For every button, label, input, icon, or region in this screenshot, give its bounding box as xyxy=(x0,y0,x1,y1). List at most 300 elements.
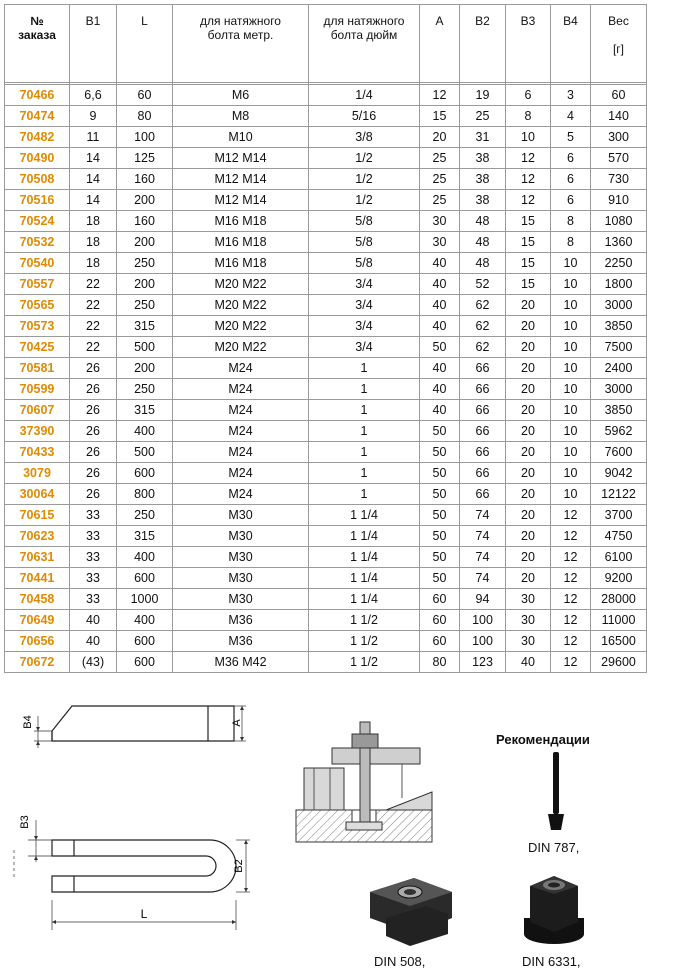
header-a: A xyxy=(420,5,460,83)
cell-inch-bolt: 1 1/4 xyxy=(309,505,420,526)
cell-a: 40 xyxy=(420,274,460,295)
cell-b3: 12 xyxy=(506,190,551,211)
cell-metric-bolt: M24 xyxy=(173,379,309,400)
table-row xyxy=(5,106,647,127)
cell-metric-bolt: M30 xyxy=(173,526,309,547)
cell-b1: 14 xyxy=(70,169,117,190)
cell-b3: 8 xyxy=(506,106,551,127)
cell-a: 40 xyxy=(420,295,460,316)
cell-b2: 66 xyxy=(460,358,506,379)
cell-b3: 20 xyxy=(506,379,551,400)
cell-b1: 18 xyxy=(70,211,117,232)
cell-b3: 15 xyxy=(506,274,551,295)
cell-a: 50 xyxy=(420,526,460,547)
cell-b2: 38 xyxy=(460,190,506,211)
cell-l: 250 xyxy=(117,253,173,274)
cell-weight: 28000 xyxy=(591,589,647,610)
cell-b4: 10 xyxy=(551,379,591,400)
table-row xyxy=(5,610,647,631)
table-row xyxy=(5,631,647,652)
cell-a: 25 xyxy=(420,148,460,169)
cell-weight: 5962 xyxy=(591,421,647,442)
dim-label-b2: B2 xyxy=(233,859,245,873)
cell-b3: 12 xyxy=(506,148,551,169)
cell-b3: 40 xyxy=(506,652,551,673)
cell-b4: 12 xyxy=(551,589,591,610)
cell-b2: 48 xyxy=(460,253,506,274)
cell-b3: 6 xyxy=(506,85,551,106)
cell-l: 400 xyxy=(117,421,173,442)
cell-inch-bolt: 5/8 xyxy=(309,211,420,232)
cell-order-number: 70458 xyxy=(5,589,70,610)
cell-metric-bolt: M24 xyxy=(173,358,309,379)
cell-b3: 20 xyxy=(506,526,551,547)
cell-b1: 14 xyxy=(70,190,117,211)
cell-b1: 6,6 xyxy=(70,85,117,106)
cell-order-number: 70581 xyxy=(5,358,70,379)
cell-metric-bolt: M16 M18 xyxy=(173,253,309,274)
cell-b4: 3 xyxy=(551,85,591,106)
cell-b2: 123 xyxy=(460,652,506,673)
cell-l: 600 xyxy=(117,652,173,673)
cell-metric-bolt: M30 xyxy=(173,505,309,526)
cell-b1: 33 xyxy=(70,547,117,568)
table-row xyxy=(5,442,647,463)
cell-b1: 26 xyxy=(70,358,117,379)
cell-l: 800 xyxy=(117,484,173,505)
cell-order-number: 70557 xyxy=(5,274,70,295)
caption-din6331: DIN 6331, xyxy=(522,954,581,969)
cell-inch-bolt: 5/8 xyxy=(309,253,420,274)
cell-order-number: 70649 xyxy=(5,610,70,631)
cell-a: 60 xyxy=(420,589,460,610)
cell-weight: 11000 xyxy=(591,610,647,631)
cell-b1: 18 xyxy=(70,253,117,274)
header-metric-bolt: для натяжного болта метр. xyxy=(173,5,309,83)
cell-b3: 20 xyxy=(506,484,551,505)
header-order-number: № заказа xyxy=(5,5,70,83)
cell-inch-bolt: 1/4 xyxy=(309,85,420,106)
cell-inch-bolt: 1/2 xyxy=(309,148,420,169)
cell-weight: 9042 xyxy=(591,463,647,484)
cell-weight: 140 xyxy=(591,106,647,127)
cell-metric-bolt: M6 xyxy=(173,85,309,106)
cell-weight: 300 xyxy=(591,127,647,148)
table-row xyxy=(5,232,647,253)
cell-a: 60 xyxy=(420,631,460,652)
header-inch-bolt: для натяжного болта дюйм xyxy=(309,5,420,83)
header-b3: B3 xyxy=(506,5,551,83)
cell-a: 25 xyxy=(420,190,460,211)
cell-b3: 30 xyxy=(506,631,551,652)
cell-weight: 2400 xyxy=(591,358,647,379)
cell-inch-bolt: 1 1/4 xyxy=(309,547,420,568)
table-row xyxy=(5,211,647,232)
cell-inch-bolt: 3/4 xyxy=(309,295,420,316)
table-row xyxy=(5,652,647,673)
table-row xyxy=(5,316,647,337)
cell-a: 50 xyxy=(420,547,460,568)
cell-weight: 3700 xyxy=(591,505,647,526)
cell-a: 40 xyxy=(420,358,460,379)
cell-b2: 66 xyxy=(460,484,506,505)
cell-weight: 1800 xyxy=(591,274,647,295)
flange-nut-icon xyxy=(520,872,588,946)
cell-a: 40 xyxy=(420,379,460,400)
cell-metric-bolt: M24 xyxy=(173,463,309,484)
table-row xyxy=(5,253,647,274)
cell-b2: 66 xyxy=(460,379,506,400)
cell-b1: 22 xyxy=(70,295,117,316)
clamp-setup-drawing xyxy=(294,718,434,844)
cell-b2: 31 xyxy=(460,127,506,148)
cell-b4: 10 xyxy=(551,337,591,358)
cell-l: 250 xyxy=(117,295,173,316)
cell-inch-bolt: 1 xyxy=(309,379,420,400)
cell-inch-bolt: 1/2 xyxy=(309,190,420,211)
cell-l: 100 xyxy=(117,127,173,148)
cell-a: 15 xyxy=(420,106,460,127)
cell-metric-bolt: M24 xyxy=(173,442,309,463)
cell-inch-bolt: 1 1/4 xyxy=(309,589,420,610)
cell-b1: 22 xyxy=(70,316,117,337)
cell-b3: 20 xyxy=(506,505,551,526)
cell-metric-bolt: M16 M18 xyxy=(173,211,309,232)
table-row xyxy=(5,295,647,316)
cell-b1: 26 xyxy=(70,421,117,442)
cell-l: 315 xyxy=(117,400,173,421)
cell-b2: 38 xyxy=(460,169,506,190)
cell-b1: 26 xyxy=(70,484,117,505)
cell-l: 1000 xyxy=(117,589,173,610)
dim-label-b4: B4 xyxy=(22,715,34,729)
cell-weight: 7500 xyxy=(591,337,647,358)
cell-b2: 66 xyxy=(460,421,506,442)
table-row xyxy=(5,127,647,148)
cell-metric-bolt: M16 M18 xyxy=(173,232,309,253)
table-row xyxy=(5,589,647,610)
cell-b4: 12 xyxy=(551,652,591,673)
cell-b2: 100 xyxy=(460,610,506,631)
cell-a: 12 xyxy=(420,85,460,106)
cell-inch-bolt: 1 xyxy=(309,442,420,463)
cell-weight: 16500 xyxy=(591,631,647,652)
table-row xyxy=(5,274,647,295)
cell-order-number: 70615 xyxy=(5,505,70,526)
cell-metric-bolt: M24 xyxy=(173,421,309,442)
cell-metric-bolt: M20 M22 xyxy=(173,337,309,358)
cell-metric-bolt: M36 M42 xyxy=(173,652,309,673)
dim-label-a: A xyxy=(231,719,243,727)
cell-l: 200 xyxy=(117,232,173,253)
table-row xyxy=(5,505,647,526)
cell-l: 500 xyxy=(117,337,173,358)
cell-a: 60 xyxy=(420,610,460,631)
cell-b4: 6 xyxy=(551,190,591,211)
cell-weight: 3850 xyxy=(591,400,647,421)
cell-b2: 48 xyxy=(460,211,506,232)
cell-l: 400 xyxy=(117,547,173,568)
cell-metric-bolt: M10 xyxy=(173,127,309,148)
cell-b3: 20 xyxy=(506,316,551,337)
cell-inch-bolt: 1 1/2 xyxy=(309,652,420,673)
cell-b4: 10 xyxy=(551,463,591,484)
cell-a: 40 xyxy=(420,400,460,421)
cell-b2: 66 xyxy=(460,463,506,484)
cell-metric-bolt: M30 xyxy=(173,589,309,610)
cell-inch-bolt: 1 xyxy=(309,463,420,484)
cell-inch-bolt: 1 xyxy=(309,484,420,505)
cell-weight: 730 xyxy=(591,169,647,190)
cell-b2: 74 xyxy=(460,547,506,568)
cell-l: 600 xyxy=(117,631,173,652)
cell-order-number: 70425 xyxy=(5,337,70,358)
dim-label-l: L xyxy=(140,907,148,921)
cell-a: 50 xyxy=(420,337,460,358)
table-row xyxy=(5,85,647,106)
table-row xyxy=(5,169,647,190)
cell-b4: 10 xyxy=(551,358,591,379)
cell-order-number: 30064 xyxy=(5,484,70,505)
cell-b2: 74 xyxy=(460,568,506,589)
cell-b1: 40 xyxy=(70,631,117,652)
cell-b4: 10 xyxy=(551,316,591,337)
table-row xyxy=(5,379,647,400)
cell-b1: 9 xyxy=(70,106,117,127)
spec-table xyxy=(4,4,647,673)
cell-b3: 10 xyxy=(506,127,551,148)
header-weight: Вес [г] xyxy=(591,5,647,83)
cell-b4: 10 xyxy=(551,400,591,421)
cell-b2: 38 xyxy=(460,148,506,169)
cell-order-number: 70599 xyxy=(5,379,70,400)
cell-b1: 40 xyxy=(70,610,117,631)
cell-a: 30 xyxy=(420,211,460,232)
cell-a: 50 xyxy=(420,505,460,526)
cell-order-number: 70524 xyxy=(5,211,70,232)
cell-weight: 3000 xyxy=(591,295,647,316)
cell-order-number: 37390 xyxy=(5,421,70,442)
cell-inch-bolt: 3/4 xyxy=(309,316,420,337)
t-bolt-icon xyxy=(544,750,568,834)
cell-a: 50 xyxy=(420,463,460,484)
cell-b3: 12 xyxy=(506,169,551,190)
cell-a: 30 xyxy=(420,232,460,253)
cell-b4: 10 xyxy=(551,253,591,274)
cell-b1: (43) xyxy=(70,652,117,673)
cell-b2: 62 xyxy=(460,337,506,358)
dim-label-b3: B3 xyxy=(19,815,31,829)
cell-b3: 20 xyxy=(506,421,551,442)
cell-b4: 10 xyxy=(551,295,591,316)
cell-b1: 26 xyxy=(70,442,117,463)
table-header-row xyxy=(5,5,647,83)
cell-order-number: 70532 xyxy=(5,232,70,253)
cell-metric-bolt: M36 xyxy=(173,631,309,652)
cell-weight: 570 xyxy=(591,148,647,169)
table-row xyxy=(5,526,647,547)
cell-b3: 15 xyxy=(506,211,551,232)
header-l: L xyxy=(117,5,173,83)
cell-b3: 20 xyxy=(506,442,551,463)
cell-metric-bolt: M24 xyxy=(173,400,309,421)
cell-b3: 20 xyxy=(506,568,551,589)
cell-inch-bolt: 1 xyxy=(309,358,420,379)
cell-order-number: 70631 xyxy=(5,547,70,568)
cell-b4: 12 xyxy=(551,568,591,589)
cell-b2: 66 xyxy=(460,400,506,421)
cell-inch-bolt: 1 1/2 xyxy=(309,610,420,631)
cell-weight: 29600 xyxy=(591,652,647,673)
cell-b4: 4 xyxy=(551,106,591,127)
cell-b2: 74 xyxy=(460,505,506,526)
cell-order-number: 70607 xyxy=(5,400,70,421)
cell-weight: 7600 xyxy=(591,442,647,463)
cell-b4: 10 xyxy=(551,274,591,295)
table-row xyxy=(5,400,647,421)
cell-l: 500 xyxy=(117,442,173,463)
cell-a: 40 xyxy=(420,316,460,337)
cell-weight: 2250 xyxy=(591,253,647,274)
cell-b1: 18 xyxy=(70,232,117,253)
cell-metric-bolt: M36 xyxy=(173,610,309,631)
cell-weight: 3850 xyxy=(591,316,647,337)
cell-b3: 20 xyxy=(506,463,551,484)
cell-order-number: 70474 xyxy=(5,106,70,127)
cell-b4: 12 xyxy=(551,547,591,568)
cell-b2: 25 xyxy=(460,106,506,127)
cell-weight: 9200 xyxy=(591,568,647,589)
cell-weight: 1360 xyxy=(591,232,647,253)
cell-inch-bolt: 3/4 xyxy=(309,274,420,295)
header-b4: B4 xyxy=(551,5,591,83)
cell-b4: 8 xyxy=(551,232,591,253)
cell-b3: 20 xyxy=(506,400,551,421)
side-view-drawing xyxy=(14,696,254,776)
table-row xyxy=(5,358,647,379)
cell-b4: 12 xyxy=(551,526,591,547)
cell-order-number: 70441 xyxy=(5,568,70,589)
cell-metric-bolt: M24 xyxy=(173,484,309,505)
cell-weight: 12122 xyxy=(591,484,647,505)
table-row xyxy=(5,148,647,169)
cell-inch-bolt: 3/4 xyxy=(309,337,420,358)
cell-weight: 60 xyxy=(591,85,647,106)
cell-metric-bolt: M20 M22 xyxy=(173,274,309,295)
cell-b2: 19 xyxy=(460,85,506,106)
table-row xyxy=(5,463,647,484)
cell-a: 50 xyxy=(420,568,460,589)
cell-a: 50 xyxy=(420,484,460,505)
cell-order-number: 70623 xyxy=(5,526,70,547)
cell-b1: 22 xyxy=(70,274,117,295)
cell-b4: 5 xyxy=(551,127,591,148)
header-b2: B2 xyxy=(460,5,506,83)
cell-inch-bolt: 1 xyxy=(309,421,420,442)
cell-weight: 910 xyxy=(591,190,647,211)
cell-order-number: 70672 xyxy=(5,652,70,673)
cell-b2: 66 xyxy=(460,442,506,463)
cell-order-number: 70433 xyxy=(5,442,70,463)
cell-inch-bolt: 5/16 xyxy=(309,106,420,127)
cell-metric-bolt: M12 M14 xyxy=(173,190,309,211)
cell-inch-bolt: 1/2 xyxy=(309,169,420,190)
cell-b4: 6 xyxy=(551,169,591,190)
cell-weight: 4750 xyxy=(591,526,647,547)
cell-l: 600 xyxy=(117,463,173,484)
cell-b1: 11 xyxy=(70,127,117,148)
cell-b2: 100 xyxy=(460,631,506,652)
cell-b4: 12 xyxy=(551,505,591,526)
cell-b1: 14 xyxy=(70,148,117,169)
table-row xyxy=(5,547,647,568)
table-body xyxy=(5,85,647,673)
cell-b2: 62 xyxy=(460,316,506,337)
cell-b4: 8 xyxy=(551,211,591,232)
cell-l: 160 xyxy=(117,211,173,232)
cell-b4: 12 xyxy=(551,610,591,631)
table-row xyxy=(5,568,647,589)
cell-b1: 26 xyxy=(70,379,117,400)
cell-b1: 33 xyxy=(70,526,117,547)
cell-inch-bolt: 5/8 xyxy=(309,232,420,253)
cell-order-number: 70482 xyxy=(5,127,70,148)
cell-l: 200 xyxy=(117,274,173,295)
cell-order-number: 70656 xyxy=(5,631,70,652)
cell-b4: 12 xyxy=(551,631,591,652)
cell-b1: 26 xyxy=(70,400,117,421)
cell-l: 80 xyxy=(117,106,173,127)
cell-b2: 94 xyxy=(460,589,506,610)
t-slot-nut-icon xyxy=(364,870,458,950)
cell-a: 40 xyxy=(420,253,460,274)
caption-din508: DIN 508, xyxy=(374,954,426,969)
cell-order-number: 3079 xyxy=(5,463,70,484)
cell-inch-bolt: 3/8 xyxy=(309,127,420,148)
cell-b4: 6 xyxy=(551,148,591,169)
cell-order-number: 70516 xyxy=(5,190,70,211)
cell-l: 60 xyxy=(117,85,173,106)
cell-b3: 20 xyxy=(506,337,551,358)
cell-order-number: 70573 xyxy=(5,316,70,337)
top-view-drawing xyxy=(10,800,260,950)
cell-weight: 3000 xyxy=(591,379,647,400)
cell-b1: 33 xyxy=(70,568,117,589)
cell-order-number: 70466 xyxy=(5,85,70,106)
cell-metric-bolt: M12 M14 xyxy=(173,169,309,190)
cell-b1: 26 xyxy=(70,463,117,484)
cell-inch-bolt: 1 1/4 xyxy=(309,526,420,547)
cell-b2: 62 xyxy=(460,295,506,316)
cell-l: 250 xyxy=(117,505,173,526)
cell-order-number: 70490 xyxy=(5,148,70,169)
cell-l: 125 xyxy=(117,148,173,169)
cell-metric-bolt: M30 xyxy=(173,568,309,589)
cell-a: 50 xyxy=(420,442,460,463)
cell-l: 200 xyxy=(117,358,173,379)
cell-b1: 22 xyxy=(70,337,117,358)
cell-b3: 20 xyxy=(506,358,551,379)
cell-metric-bolt: M20 M22 xyxy=(173,295,309,316)
cell-b4: 10 xyxy=(551,442,591,463)
cell-weight: 6100 xyxy=(591,547,647,568)
cell-b3: 20 xyxy=(506,295,551,316)
cell-l: 315 xyxy=(117,316,173,337)
cell-inch-bolt: 1 xyxy=(309,400,420,421)
cell-order-number: 70540 xyxy=(5,253,70,274)
cell-b3: 15 xyxy=(506,232,551,253)
cell-l: 315 xyxy=(117,526,173,547)
